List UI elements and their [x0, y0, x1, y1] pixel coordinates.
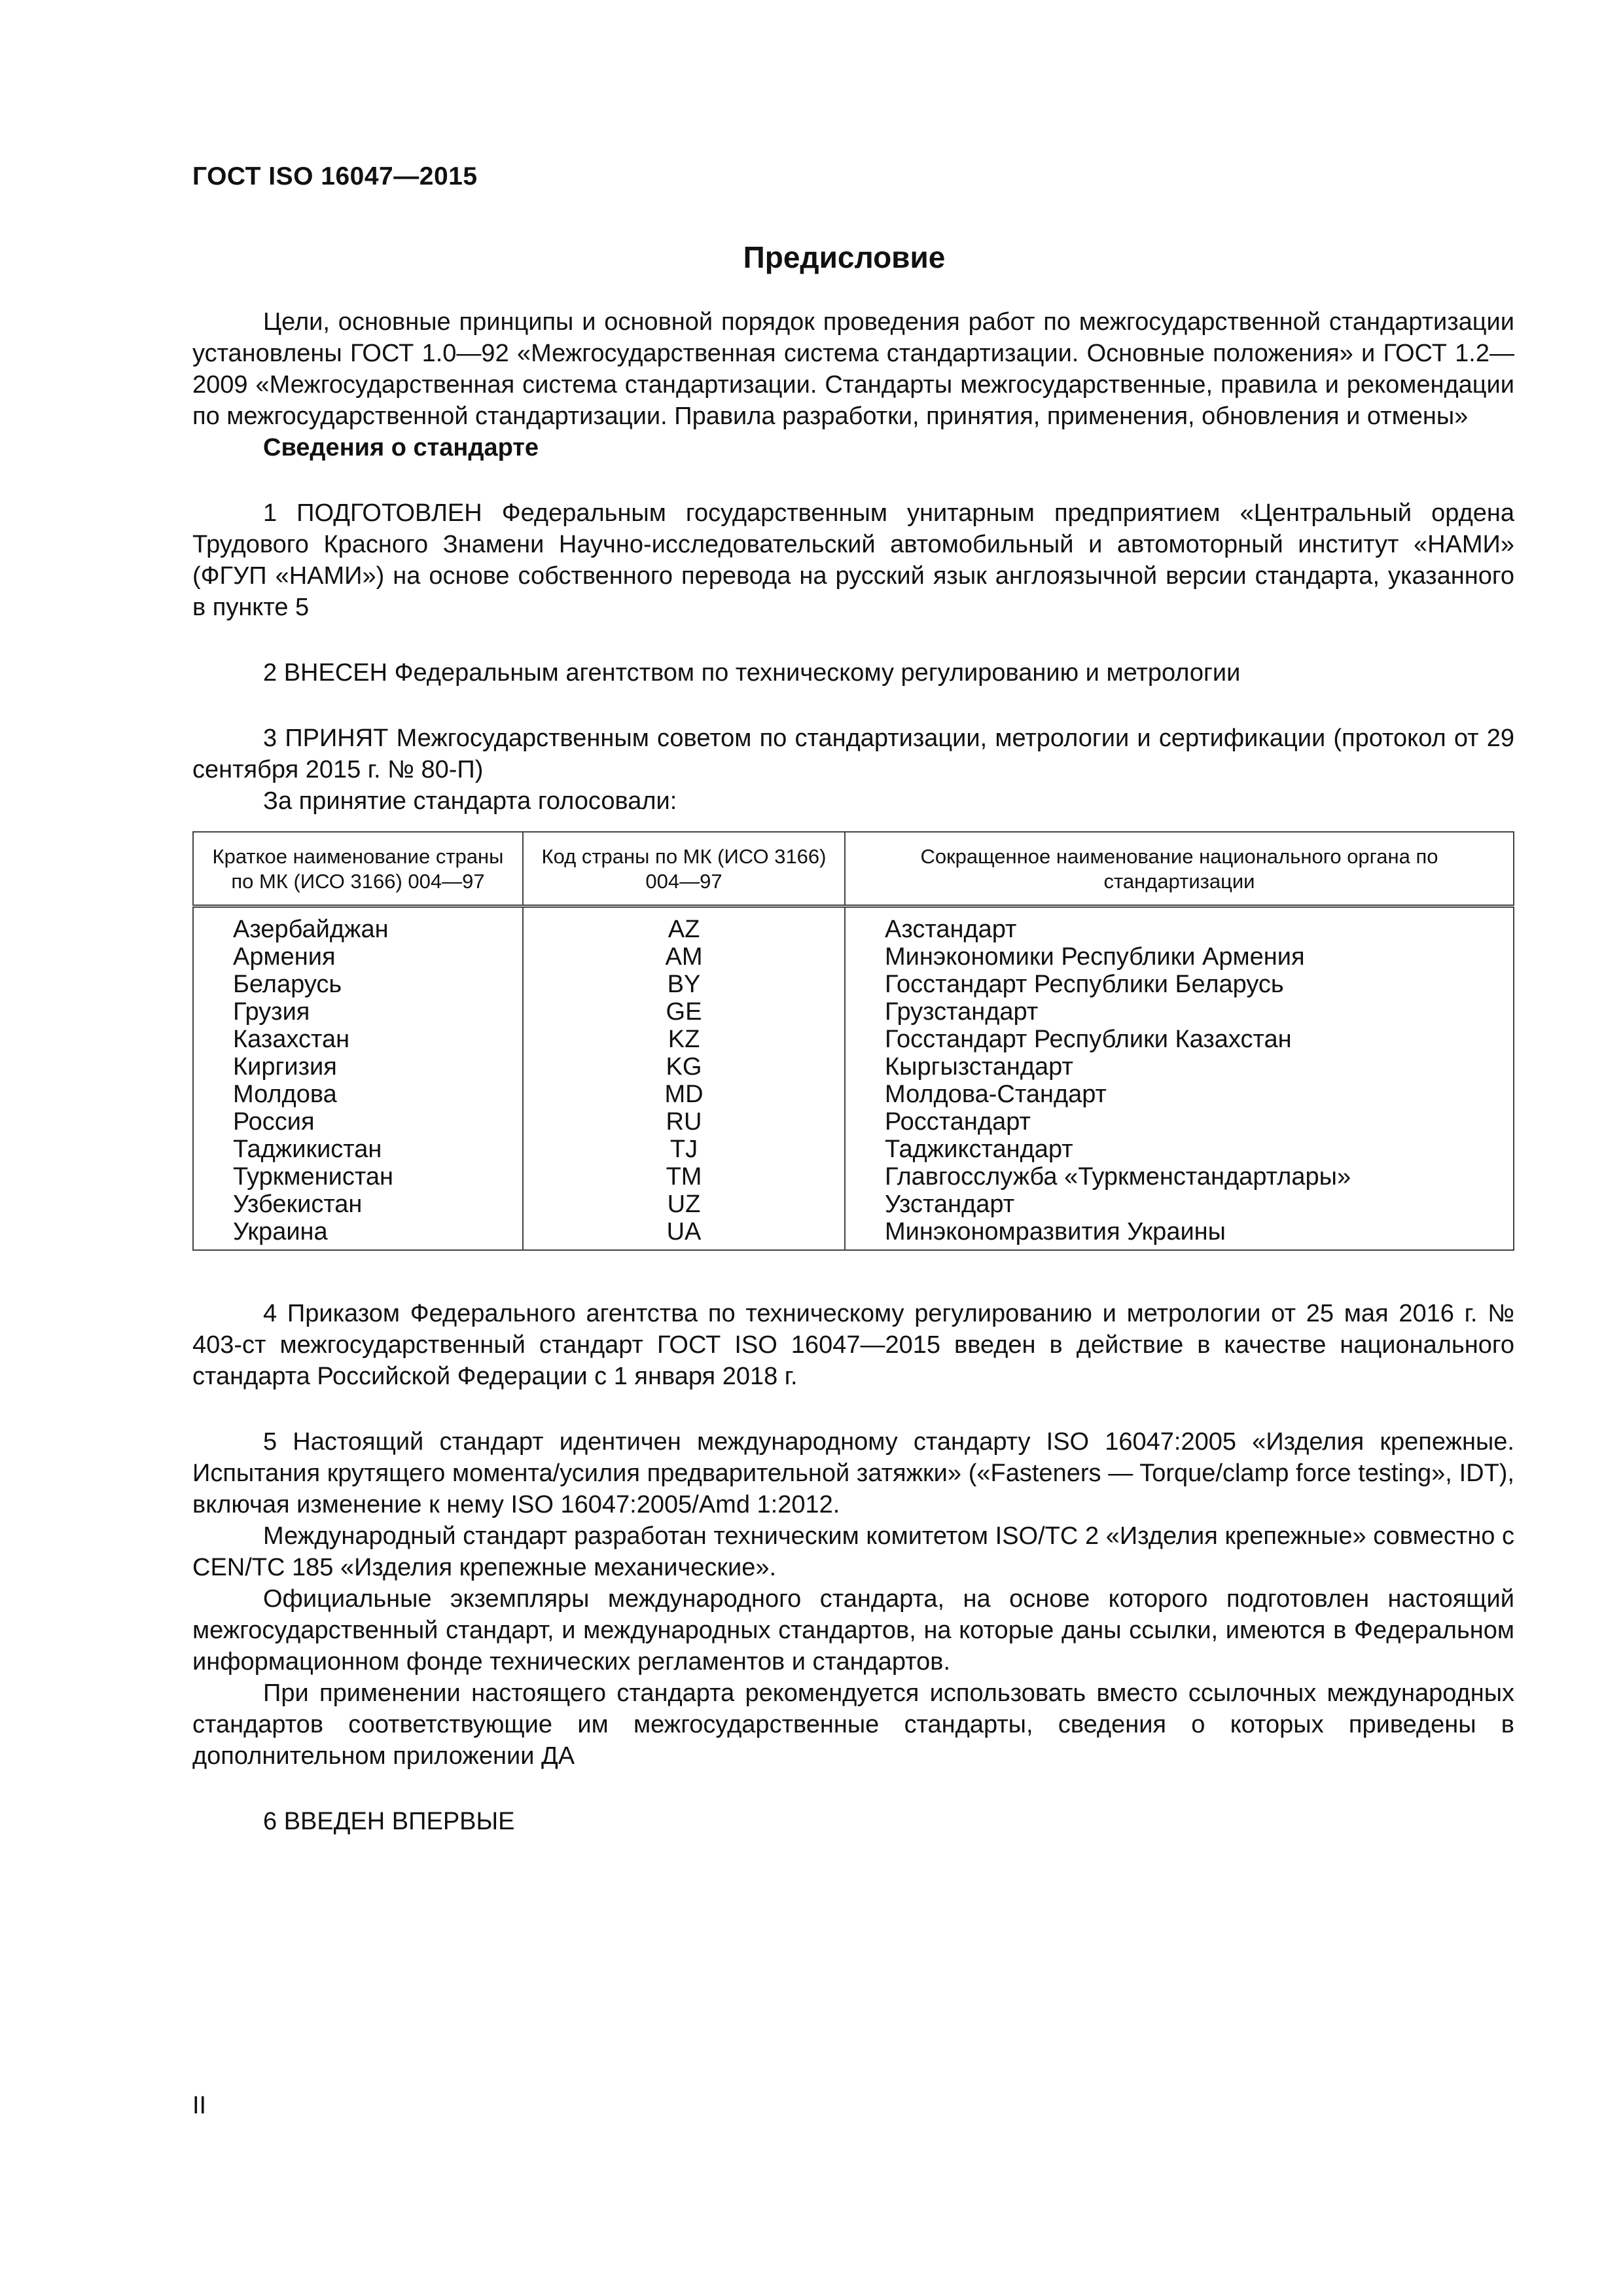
- document-code: ГОСТ ISO 16047—2015: [192, 162, 478, 190]
- item-1-paragraph: 1 ПОДГОТОВЛЕН Федеральным государственным унитарным предприятием «Центральный ордена Трудового Красного Знамени Научно-исследовательский автомобильный и автомоторный институт «НАМИ» (ФГУП «НАМИ») на основе собственного перевода на русский язык англоязычной версии стандарта, указанного в пункте 5: [192, 499, 1514, 621]
- country-code: AZ: [523, 906, 845, 944]
- voting-table: [192, 831, 1514, 1251]
- item-5-copies-paragraph: Официальные экземпляры международного стандарта, на основе которого подготовлен настоящий межгосударственный стандарт, и международных стандартов, на которые даны ссылки, имеются в Федеральном информационном фонде технических регламентов и стандартов.: [192, 1585, 1514, 1676]
- country-name: Азербайджан: [193, 906, 523, 944]
- country-code: TJ: [523, 1136, 845, 1163]
- country-code: UA: [523, 1218, 845, 1250]
- table-row: [193, 1053, 1514, 1081]
- country-name: Грузия: [193, 998, 523, 1026]
- item-5-paragraph: 5 Настоящий стандарт идентичен международному стандарту ISO 16047:2005 «Изделия крепежные. Испытания крутящего момента/усилия предварительной затяжки» («Fasteners — Torque/clamp force testing», IDT), включая изменение к нему ISO 16047:2005/Amd 1:2012.: [192, 1428, 1514, 1518]
- standards-body: Таджикстандарт: [845, 1136, 1514, 1163]
- country-name: Украина: [193, 1218, 523, 1250]
- column-header-organization: Сокращенное наименование национального органа по стандартизации: [845, 832, 1514, 906]
- vote-intro: За принятие стандарта голосовали:: [263, 787, 677, 815]
- country-name: Узбекистан: [193, 1191, 523, 1218]
- table-row: [193, 1163, 1514, 1191]
- country-code: KZ: [523, 1026, 845, 1053]
- document-body: [192, 306, 1514, 1837]
- standards-body: Минэкономразвития Украины: [845, 1218, 1514, 1250]
- item-6-paragraph: 6 ВВЕДЕН ВПЕРВЫЕ: [263, 1808, 515, 1835]
- country-name: Киргизия: [193, 1053, 523, 1081]
- table-row: [193, 906, 1514, 944]
- standards-body: Молдова-Стандарт: [845, 1081, 1514, 1108]
- country-code: MD: [523, 1081, 845, 1108]
- table-row: [193, 971, 1514, 998]
- column-header-code: Код страны по МК (ИСО 3166) 004—97: [523, 832, 845, 906]
- standards-body: Росстандарт: [845, 1108, 1514, 1136]
- country-code: KG: [523, 1053, 845, 1081]
- country-name: Таджикистан: [193, 1136, 523, 1163]
- country-code: BY: [523, 971, 845, 998]
- table-row: [193, 998, 1514, 1026]
- column-header-country: Краткое наименование страны по МК (ИСО 3166) 004—97: [193, 832, 523, 906]
- country-name: Молдова: [193, 1081, 523, 1108]
- country-code: UZ: [523, 1191, 845, 1218]
- table-header-row: [193, 832, 1514, 906]
- table-row: [193, 1136, 1514, 1163]
- page-number: II: [192, 2092, 207, 2119]
- country-code: TM: [523, 1163, 845, 1191]
- standards-body: Госстандарт Республики Казахстан: [845, 1026, 1514, 1053]
- table-row: [193, 1218, 1514, 1250]
- standards-body: Кыргызстандарт: [845, 1053, 1514, 1081]
- country-name: Беларусь: [193, 971, 523, 998]
- item-5-references-paragraph: При применении настоящего стандарта рекомендуется использовать вместо ссылочных международных стандартов соответствующие им межгосударственные стандарты, сведения о которых приведены в дополнительном приложении ДА: [192, 1679, 1514, 1770]
- page-title: Предисловие: [743, 240, 946, 274]
- standards-body: Главгосслужба «Туркменстандартлары»: [845, 1163, 1514, 1191]
- item-2-paragraph: 2 ВНЕСЕН Федеральным агентством по техническому регулированию и метрологии: [263, 659, 1241, 687]
- country-name: Россия: [193, 1108, 523, 1136]
- country-name: Туркменистан: [193, 1163, 523, 1191]
- standards-body: Минэкономики Республики Армения: [845, 943, 1514, 971]
- country-name: Казахстан: [193, 1026, 523, 1053]
- table-row: [193, 943, 1514, 971]
- country-code: AM: [523, 943, 845, 971]
- country-name: Армения: [193, 943, 523, 971]
- item-3-paragraph: 3 ПРИНЯТ Межгосударственным советом по стандартизации, метрологии и сертификации (протокол от 29 сентября 2015 г. № 80-П): [192, 725, 1514, 783]
- item-4-paragraph: 4 Приказом Федерального агентства по техническому регулированию и метрологии от 25 мая 2016 г. № 403-ст межгосударственный стандарт ГОСТ ISO 16047—2015 введен в действие в качестве национального стандарта Российской Федерации с 1 января 2018 г.: [192, 1300, 1514, 1390]
- standards-body: Госстандарт Республики Беларусь: [845, 971, 1514, 998]
- section-subheading: Сведения о стандарте: [263, 434, 539, 461]
- intro-paragraph: Цели, основные принципы и основной порядок проведения работ по межгосударственной стандартизации установлены ГОСТ 1.0—92 «Межгосударственная система стандартизации. Основные положения» и ГОСТ 1.2—2009 «Межгосударственная система стандартизации. Стандарты межгосударственные, правила и рекомендации по межгосударственной стандартизации. Правила разработки, принятия, применения, обновления и отмены»: [192, 308, 1514, 430]
- country-code: RU: [523, 1108, 845, 1136]
- standards-body: Азстандарт: [845, 906, 1514, 944]
- table-row: [193, 1191, 1514, 1218]
- table-row: [193, 1081, 1514, 1108]
- item-5-committee-paragraph: Международный стандарт разработан техническим комитетом ISO/TC 2 «Изделия крепежные» совместно с CEN/TC 185 «Изделия крепежные механические».: [192, 1522, 1514, 1581]
- table-row: [193, 1026, 1514, 1053]
- country-code: GE: [523, 998, 845, 1026]
- standards-body: Узстандарт: [845, 1191, 1514, 1218]
- standards-body: Грузстандарт: [845, 998, 1514, 1026]
- table-row: [193, 1108, 1514, 1136]
